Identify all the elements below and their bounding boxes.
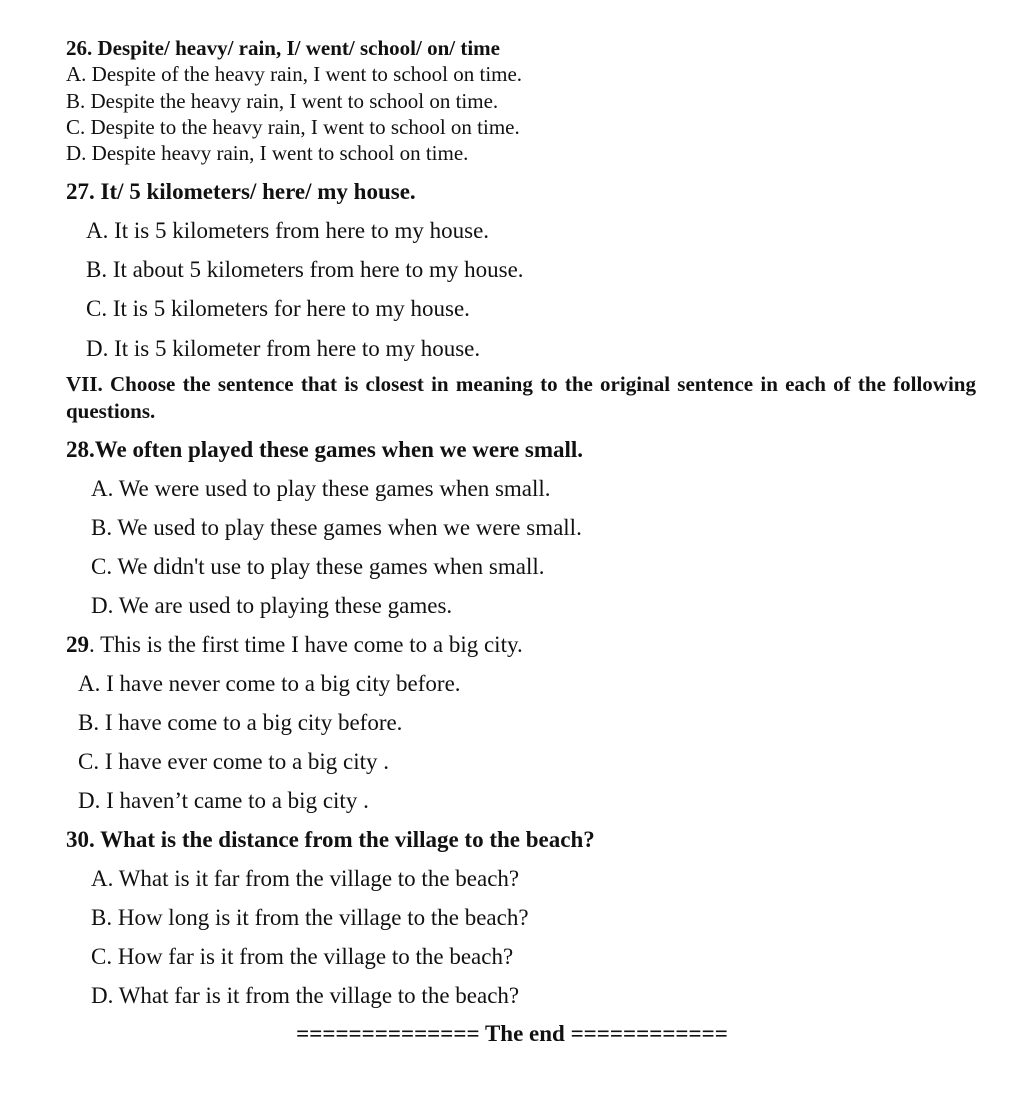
question-28-option-b: B. We used to play these games when we were small. bbox=[91, 515, 582, 540]
question-28-prompt: 28.We often played these games when we were small. bbox=[66, 437, 584, 462]
question-30-option-c: C. How far is it from the village to the beach? bbox=[91, 944, 514, 969]
question-27-option-a: A. It is 5 kilometers from here to my house. bbox=[86, 218, 490, 243]
question-29-prompt-line bbox=[66, 633, 523, 656]
question-29-number: 29 bbox=[66, 632, 89, 657]
section-7-instruction: VII. Choose the sentence that is closest in meaning to the original sentence in each of the following questions. bbox=[66, 372, 976, 423]
question-28-option-c: C. We didn't use to play these games when small. bbox=[91, 554, 545, 579]
question-30-option-d: D. What far is it from the village to the beach? bbox=[91, 983, 520, 1008]
question-29-option-d: D. I haven’t came to a big city . bbox=[78, 788, 369, 813]
question-26-prompt: 26. Despite/ heavy/ rain, I/ went/ school/ on/ time bbox=[66, 36, 500, 60]
the-end-footer: ============== The end ============ bbox=[296, 1021, 728, 1046]
question-29-prompt: . This is the first time I have come to a big city. bbox=[89, 632, 523, 657]
question-27-option-d: D. It is 5 kilometer from here to my house. bbox=[86, 336, 481, 361]
question-29-option-b: B. I have come to a big city before. bbox=[78, 710, 403, 735]
question-30-option-b: B. How long is it from the village to the beach? bbox=[91, 905, 529, 930]
question-27-prompt: 27. It/ 5 kilometers/ here/ my house. bbox=[66, 179, 416, 204]
question-30-option-a: A. What is it far from the village to the beach? bbox=[91, 866, 520, 891]
question-29-option-a: A. I have never come to a big city before. bbox=[78, 671, 461, 696]
question-26-option-c: C. Despite to the heavy rain, I went to school on time. bbox=[66, 115, 520, 139]
question-27-option-b: B. It about 5 kilometers from here to my house. bbox=[86, 257, 524, 282]
question-26-option-d: D. Despite heavy rain, I went to school on time. bbox=[66, 141, 469, 165]
question-29-option-c: C. I have ever come to a big city . bbox=[78, 749, 390, 774]
question-28-option-d: D. We are used to playing these games. bbox=[91, 593, 453, 618]
question-30-prompt: 30. What is the distance from the village to the beach? bbox=[66, 827, 595, 852]
question-28-option-a: A. We were used to play these games when small. bbox=[91, 476, 551, 501]
question-26-option-b: B. Despite the heavy rain, I went to school on time. bbox=[66, 89, 499, 113]
question-27-option-c: C. It is 5 kilometers for here to my house. bbox=[86, 296, 470, 321]
question-26-option-a: A. Despite of the heavy rain, I went to school on time. bbox=[66, 62, 523, 86]
